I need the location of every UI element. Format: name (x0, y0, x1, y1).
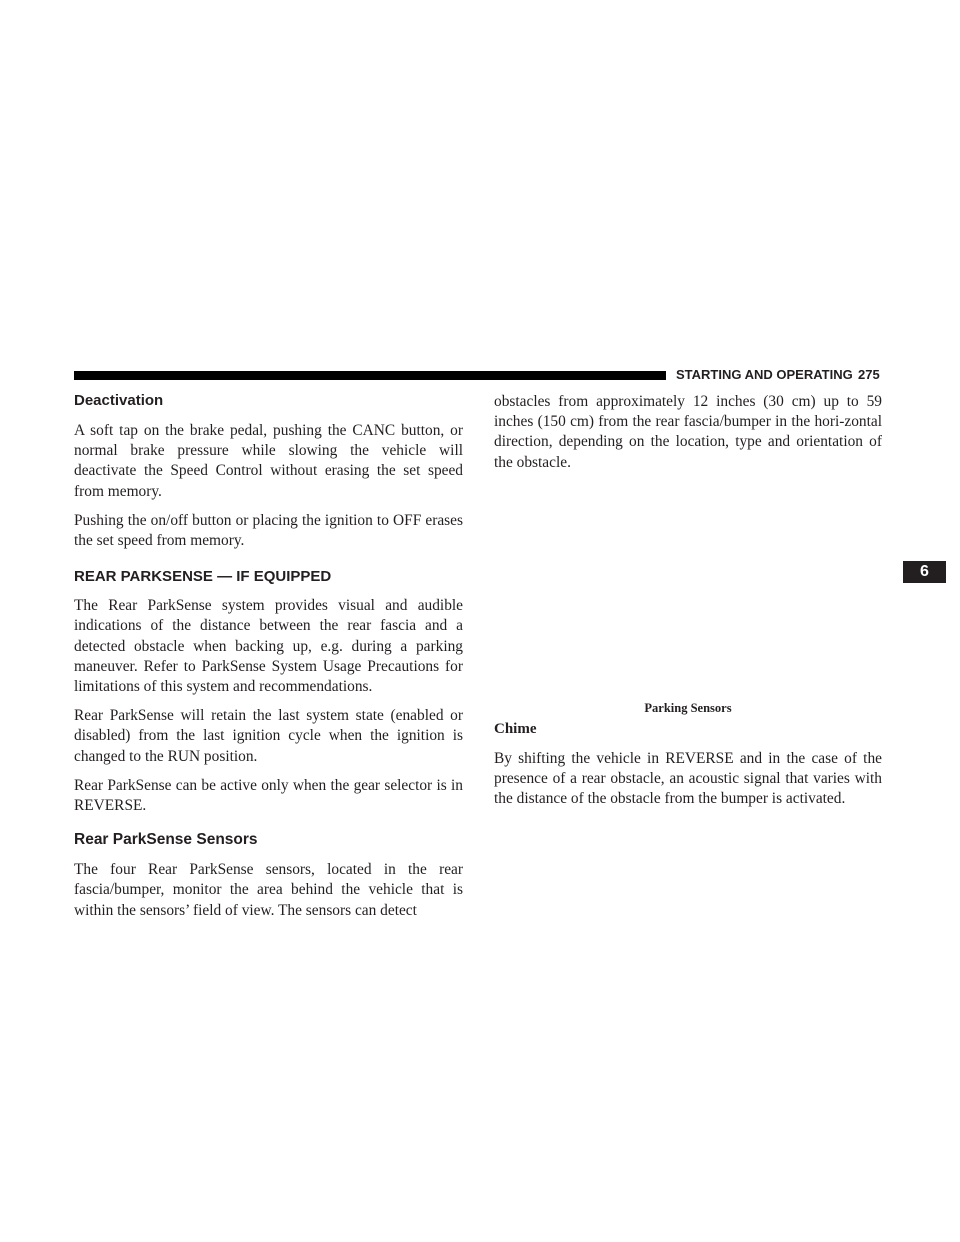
right-column (494, 392, 882, 482)
sensors-heading: Rear ParkSense Sensors (74, 831, 258, 849)
sensors-paragraph-continued: obstacles from approximately 12 inches (30 cm) up to 59 inches (150 cm) from the rear fascia/bumper in the hori-zontal direction, depending on the location, type and orientation of the obstacle. (494, 393, 882, 471)
figure-caption: Parking Sensors (644, 701, 732, 715)
chapter-tab: 6 (903, 561, 946, 583)
parksense-paragraph-3: Rear ParkSense can be active only when the gear selector is in REVERSE. (74, 776, 463, 815)
section-title: STARTING AND OPERATING (676, 367, 853, 382)
deactivation-paragraph-2: Pushing the on/off button or placing the ignition to OFF erases the set speed from memory. (74, 511, 463, 550)
parking-sensors-figure (494, 490, 882, 690)
header-rule (74, 371, 666, 380)
chime-heading: Chime (494, 721, 537, 737)
deactivation-paragraph-1: A soft tap on the brake pedal, pushing the CANC button, or normal brake pressure while slowing the vehicle will deactivate the Speed Control without erasing the set speed from memory. (74, 422, 463, 500)
parksense-paragraph-2: Rear ParkSense will retain the last system state (enabled or disabled) from the last ignition cycle when the ignition is changed to the RUN position. (74, 707, 463, 765)
parksense-paragraph-1: The Rear ParkSense system provides visual and audible indications of the distance between the rear fascia and a detected obstacle when backing up, e.g. during a parking maneuver. Refer to ParkSense System Usage Precautions for limitations of this system and recommendations. (74, 597, 463, 696)
chime-section (494, 719, 882, 819)
chime-paragraph: By shifting the vehicle in REVERSE and in the case of the presence of a rear obstacle, an acoustic signal that varies with the distance of the obstacle from the bumper is activated. (494, 750, 882, 808)
left-column (74, 391, 463, 930)
deactivation-heading: Deactivation (74, 392, 164, 409)
page-number: 275 (858, 367, 880, 382)
sensors-paragraph-1: The four Rear ParkSense sensors, located in the rear fascia/bumper, monitor the area behind the vehicle that is within the sensors’ field of view. The sensors can detect (74, 861, 463, 919)
parksense-heading: REAR PARKSENSE — IF EQUIPPED (74, 568, 332, 586)
